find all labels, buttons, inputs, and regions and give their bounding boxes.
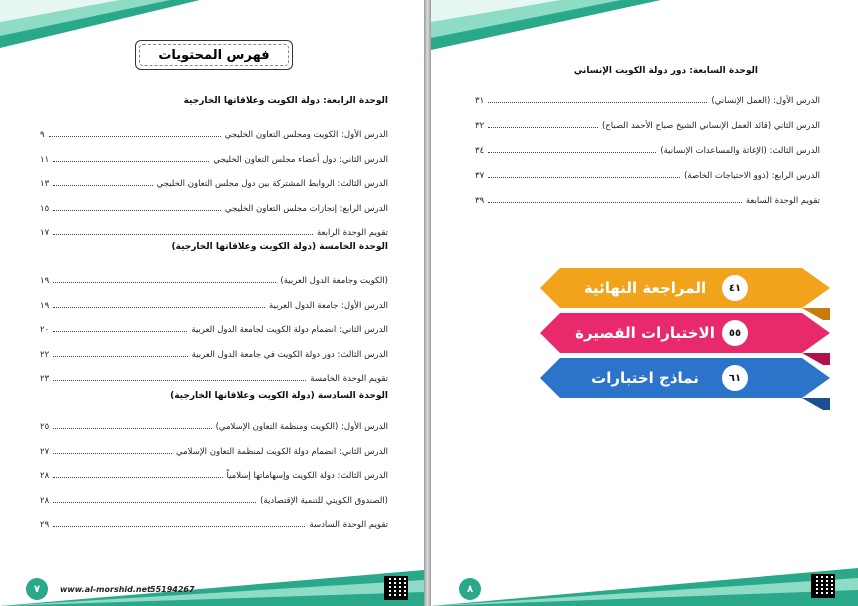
toc-entry-label: الدرس الثاني: دول أعضاء مجلس التعاون الخليجي — [213, 154, 388, 165]
toc-entry-page: ٢٨ — [40, 495, 50, 506]
page-number-badge: ٧ — [26, 578, 48, 600]
toc-entry-page: ٣٢ — [475, 121, 485, 131]
ribbon-label: الاختبارات القصيرة — [575, 324, 715, 342]
toc-entry[interactable] — [40, 147, 388, 165]
unit-heading: الوحدة الرابعة: دولة الكويت وعلاقاتها الخارجية — [183, 96, 388, 106]
toc-entry-page: ٣٤ — [475, 146, 485, 156]
ribbon-label: المراجعة النهائية — [583, 279, 707, 297]
toc-entry-page: ٢٢ — [40, 349, 50, 360]
unit-heading: الوحدة الخامسة (دولة الكويت وعلاقاتها الخارجية) — [171, 242, 388, 252]
toc-entry-page: ١١ — [40, 154, 50, 165]
toc-entry-page: ١٣ — [40, 179, 50, 189]
toc-entry-label: الدرس الرابع: (ذوو الاحتياجات الخاصة) — [684, 171, 820, 181]
top-decorative-band — [431, 0, 858, 60]
dot-leader — [53, 477, 222, 478]
toc-entry[interactable] — [40, 220, 388, 238]
toc-entry-label: الدرس الثاني: انضمام دولة الكويت لمنظمة التعاون الإسلامي — [176, 446, 388, 457]
toc-entry-page: ٣٧ — [475, 171, 485, 181]
toc-entry-label: الدرس الأول: (العمل الإنساني) — [711, 96, 820, 106]
dot-leader — [53, 234, 313, 235]
ribbon-link[interactable] — [540, 313, 830, 353]
toc-entry[interactable] — [40, 439, 388, 457]
qr-code — [384, 576, 408, 600]
dot-leader — [53, 282, 276, 283]
toc-entry-page: ١٧ — [40, 228, 50, 238]
toc-entry-label: الدرس الأول: الكويت ومجلس التعاون الخليجي — [224, 130, 388, 140]
dot-leader — [53, 380, 306, 381]
toc-entry-page: ٣١ — [475, 96, 485, 106]
page-number-badge: ٨ — [459, 578, 481, 600]
toc-entry[interactable] — [40, 512, 388, 530]
ribbon-page-number: ٦١ — [722, 365, 748, 391]
toc-entry-label: الدرس الثالث: الروابط المشتركة بين دول مجلس التعاون الخليجي — [156, 179, 388, 189]
toc-entry[interactable] — [40, 488, 388, 506]
toc-entry[interactable] — [40, 196, 388, 214]
toc-entry-label: الدرس الأول: جامعة الدول العربية — [268, 300, 388, 311]
toc-entry-label: الدرس الثالث: دولة الكويت وإسهاماتها إسلامياً — [226, 471, 388, 481]
toc-entry-page: ٣٩ — [475, 196, 485, 206]
toc-entry-page: ٢٠ — [40, 325, 50, 335]
dot-leader — [53, 331, 187, 332]
toc-entry-page: ١٥ — [40, 203, 50, 214]
dot-leader — [488, 152, 656, 153]
dot-leader — [488, 202, 742, 203]
ribbon-label: نماذج اختبارات — [591, 369, 699, 387]
unit-heading: الوحدة السادسة (دولة الكويت وعلاقاتها الخارجية) — [170, 391, 388, 401]
toc-entry-page: ٢٥ — [40, 422, 50, 432]
bottom-decorative-band — [0, 560, 424, 606]
qr-code — [811, 574, 835, 598]
toc-entry[interactable] — [40, 122, 388, 140]
toc-entry[interactable] — [475, 163, 820, 181]
toc-entry-page: ٢٩ — [40, 520, 50, 530]
toc-entry-label: (الصندوق الكويتي للتنمية الإقتصادية) — [260, 495, 388, 506]
dot-leader — [53, 502, 256, 503]
dot-leader — [53, 453, 172, 454]
toc-entry-label: (الكويت وجامعة الدول العربية) — [280, 276, 388, 286]
toc-entry-label: تقويم الوحدة الخامسة — [310, 374, 388, 384]
dot-leader — [49, 136, 221, 137]
toc-title: فهرس المحتويات — [135, 40, 293, 70]
dot-leader — [53, 185, 152, 186]
left-page — [0, 0, 424, 606]
toc-entry[interactable] — [40, 342, 388, 360]
dot-leader — [53, 307, 265, 308]
ribbon-link[interactable] — [540, 268, 830, 308]
toc-entry[interactable] — [40, 171, 388, 189]
toc-entry[interactable] — [40, 366, 388, 384]
toc-entry[interactable] — [475, 188, 820, 206]
toc-entry-page: ٢٧ — [40, 446, 50, 457]
toc-entry[interactable] — [40, 463, 388, 481]
toc-entry[interactable] — [40, 414, 388, 432]
dot-leader — [53, 428, 211, 429]
ribbon-page-number: ٥٥ — [722, 320, 748, 346]
bottom-decorative-band — [431, 560, 858, 606]
toc-entry-page: ١٩ — [40, 300, 50, 311]
toc-entry-page: ٩ — [40, 130, 45, 140]
toc-entry[interactable] — [475, 113, 820, 131]
dot-leader — [488, 127, 598, 128]
toc-entry-label: الدرس الثالث: دور دولة الكويت في جامعة الدول العربية — [191, 349, 388, 360]
toc-entry[interactable] — [40, 317, 388, 335]
dot-leader — [53, 356, 188, 357]
toc-entry-label: الدرس الثالث: (الإغاثة والمساعدات الإنسانية) — [660, 146, 820, 156]
book-spine — [424, 0, 431, 606]
toc-entry-page: ١٩ — [40, 276, 50, 286]
dot-leader — [53, 161, 209, 162]
dot-leader — [488, 102, 707, 103]
ribbon-link[interactable] — [540, 358, 830, 398]
dot-leader — [53, 210, 221, 211]
toc-entry[interactable] — [40, 268, 388, 286]
toc-entry[interactable] — [475, 138, 820, 156]
toc-entry-label: تقويم الوحدة الرابعة — [316, 228, 388, 238]
toc-entry[interactable] — [475, 88, 820, 106]
toc-entry-label: الدرس الأول: (الكويت ومنظمة التعاون الإسلامي) — [215, 422, 388, 432]
toc-entry[interactable] — [40, 293, 388, 311]
unit-seven-heading: الوحدة السابعة: دور دولة الكويت الإنساني — [573, 66, 758, 76]
toc-entry-page: ٢٣ — [40, 374, 50, 384]
dot-leader — [53, 526, 305, 527]
toc-entry-label: تقويم الوحدة السادسة — [309, 520, 388, 530]
toc-entry-label: الدرس الثاني (قائد العمل الإنساني الشيخ صباح الأحمد الصباح) — [601, 121, 820, 131]
toc-entry-page: ٢٨ — [40, 471, 50, 481]
dot-leader — [488, 177, 680, 178]
ribbon-page-number: ٤١ — [722, 275, 748, 301]
phone-text: 55194267 — [150, 585, 195, 594]
toc-entry-label: الدرس الثاني: انضمام دولة الكويت لجامعة الدول العربية — [191, 325, 388, 335]
website-text[interactable]: www.al-morshid.net — [60, 585, 151, 594]
toc-entry-label: الدرس الرابع: إنجازات مجلس التعاون الخليجي — [224, 203, 388, 214]
toc-entry-label: تقويم الوحدة السابعة — [745, 196, 820, 206]
